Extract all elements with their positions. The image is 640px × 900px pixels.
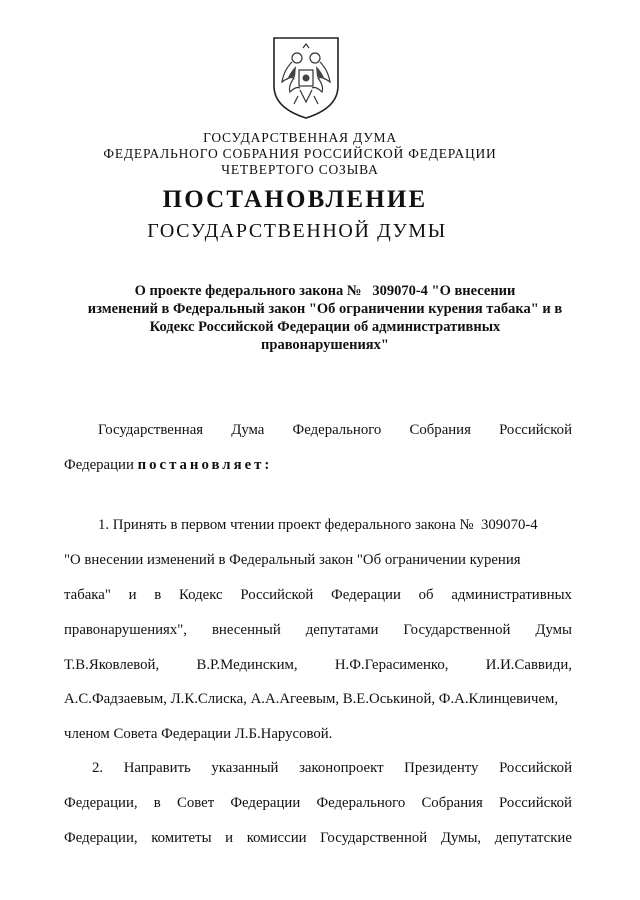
body-word: Думы, [440, 830, 482, 846]
body-word: указанный [211, 760, 279, 776]
body-word: Н.Ф.Герасименко, [334, 657, 449, 673]
item1-line-6: А.С.Фадзаевым, Л.К.Слиска, А.А.Агеевым, В.Е.Оськиной, Ф.А.Клинцевичем, [64, 691, 559, 707]
body-word: депутатами [305, 622, 379, 638]
subject-line-4: правонарушениях" [261, 337, 389, 353]
body-word: Государственной [403, 622, 511, 638]
item1-line-7: членом Совета Федерации Л.Б.Нарусовой. [64, 726, 333, 742]
body-word: 2. [92, 760, 104, 776]
body-word: Федерации [230, 795, 301, 811]
body-word: законопроект [299, 760, 384, 776]
body-word: депутатские [494, 830, 572, 846]
body-word: Федерации, [64, 830, 138, 846]
body-word: Думы [535, 622, 572, 638]
body-word: в [153, 795, 161, 811]
item1-line-3 [64, 587, 572, 604]
body-word: в [154, 587, 162, 603]
item1-line-4 [64, 622, 572, 639]
body-word: комитеты [151, 830, 212, 846]
org-name-line-1: ГОСУДАРСТВЕННАЯ ДУМА [203, 130, 397, 145]
body-word: В.Р.Мединским, [196, 657, 298, 673]
russian-coat-of-arms-icon [270, 36, 342, 120]
body-word: Т.В.Яковлевой, [64, 657, 160, 673]
body-word: Российской [499, 795, 572, 811]
item2-line-2 [64, 795, 572, 812]
body-word: комиссии [246, 830, 307, 846]
body-word: Кодекс [179, 587, 223, 603]
body-word: Российской [499, 760, 572, 776]
preamble-word: Дума [231, 422, 265, 438]
subject-line-3: Кодекс Российской Федерации об административных [149, 319, 501, 335]
preamble-word: Российской [499, 422, 572, 438]
subject-line-1: О проекте федерального закона № 309070-4 "О внесении [134, 283, 516, 299]
preamble-line-1 [98, 422, 572, 439]
document-subtitle: ГОСУДАРСТВЕННОЙ ДУМЫ [147, 220, 447, 242]
body-word: Президенту [404, 760, 479, 776]
preamble-word: Собрания [409, 422, 471, 438]
preamble-line-2 [64, 457, 572, 474]
item2-line-3 [64, 830, 572, 847]
item2-line-1 [92, 760, 572, 777]
body-word: об [418, 587, 434, 603]
body-word: табака" [64, 587, 111, 603]
body-word: и [225, 830, 234, 846]
item1-line-5 [64, 657, 572, 674]
convocation: ЧЕТВЕРТОГО СОЗЫВА [221, 162, 379, 177]
body-word: Российской [240, 587, 314, 603]
body-word: административных [451, 587, 572, 603]
body-word: Собрания [421, 795, 483, 811]
body-word: правонарушениях", [64, 622, 187, 638]
body-word: Федерации [331, 587, 401, 603]
resolves-word: постановляет: [137, 457, 273, 473]
body-word: и [128, 587, 137, 603]
item1-line-1: 1. Принять в первом чтении проект федерального закона № 309070-4 [98, 517, 538, 533]
body-word: Федерального [316, 795, 406, 811]
body-word: Совет [176, 795, 215, 811]
body-word: Федерации, [64, 795, 138, 811]
document-title: ПОСТАНОВЛЕНИЕ [162, 186, 428, 213]
item1-line-2: "О внесении изменений в Федеральный закон "Об ограничении курения [64, 552, 521, 568]
preamble-word: Государственная [98, 422, 204, 438]
org-name-line-2: ФЕДЕРАЛЬНОГО СОБРАНИЯ РОССИЙСКОЙ ФЕДЕРАЦИИ [103, 146, 497, 161]
subject-line-2: изменений в Федеральный закон "Об ограничении курения табака" и в [87, 301, 563, 317]
body-word: И.И.Саввиди, [485, 657, 572, 673]
preamble-word: Федерального [292, 422, 382, 438]
preamble-federation: Федерации [64, 457, 134, 473]
body-word: Государственной [320, 830, 428, 846]
body-word: внесенный [211, 622, 281, 638]
body-word: Направить [123, 760, 191, 776]
